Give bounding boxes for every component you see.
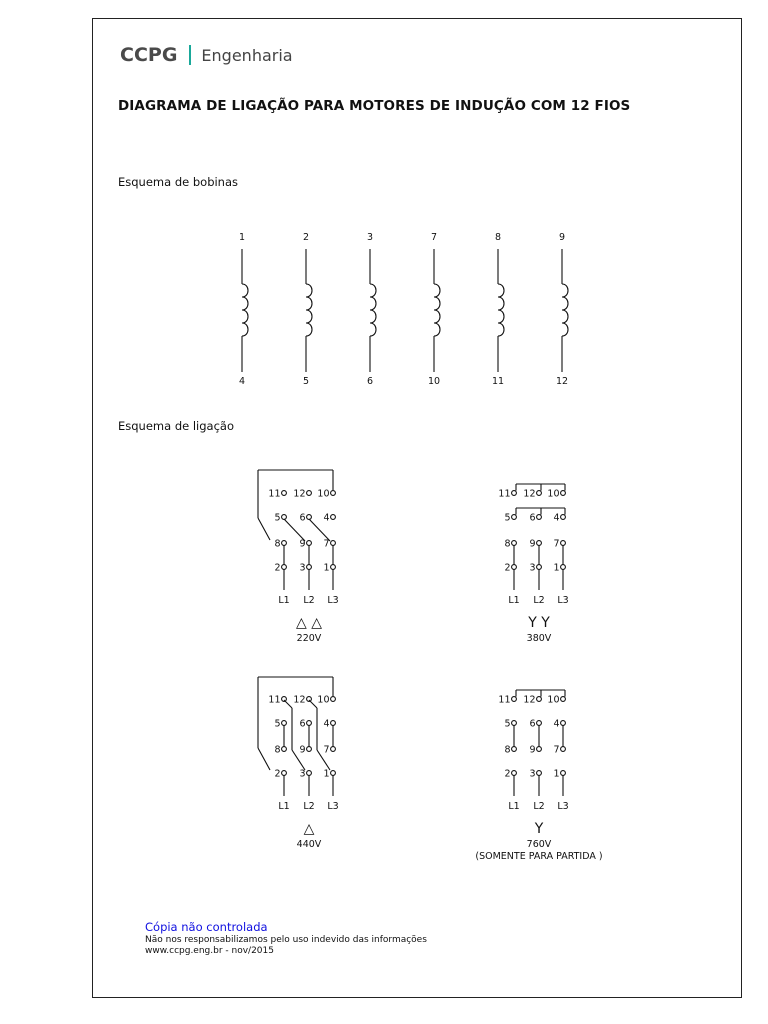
coil-terminal-label: 4 — [238, 376, 246, 387]
coil-winding — [370, 284, 376, 336]
terminal-label: 1 — [553, 562, 560, 574]
coil-winding — [434, 284, 440, 336]
coil-schematic — [242, 249, 568, 372]
terminal-post — [307, 541, 312, 546]
website-date: www.ccpg.eng.br - nov/2015 — [145, 946, 274, 956]
terminal-post — [307, 771, 312, 776]
terminal-post — [561, 565, 566, 570]
wire — [309, 700, 317, 708]
terminal-post — [537, 747, 542, 752]
terminal-label: 4 — [553, 512, 560, 524]
document-title: DIAGRAMA DE LIGAÇÃO PARA MOTORES DE INDUÇÃO COM 12 FIOS — [118, 98, 631, 114]
coil-winding — [242, 284, 248, 336]
terminal-post — [331, 491, 336, 496]
terminal-label: 6 — [529, 718, 536, 730]
line-label: L1 — [508, 801, 520, 812]
coil-terminal-label: 2 — [302, 232, 310, 243]
wire — [284, 700, 292, 708]
connection-symbol: △ — [303, 821, 315, 837]
terminal-post — [331, 515, 336, 520]
connection-voltage: 760V — [526, 839, 552, 850]
terminal-post — [307, 515, 312, 520]
terminal-label: 2 — [274, 768, 281, 780]
terminal-post — [512, 721, 517, 726]
coil-terminal-label: 3 — [366, 232, 374, 243]
coil-terminal-label: 9 — [558, 232, 566, 243]
terminal-label: 5 — [504, 512, 511, 524]
terminal-label: 8 — [504, 538, 511, 550]
coil-terminal-label: 8 — [494, 232, 502, 243]
coil-terminal-label: 7 — [430, 232, 438, 243]
line-label: L2 — [303, 595, 315, 606]
terminal-post — [561, 515, 566, 520]
terminal-label: 5 — [504, 718, 511, 730]
connection-symbol: △ △ — [296, 615, 322, 631]
terminal-post — [512, 491, 517, 496]
terminal-post — [561, 697, 566, 702]
terminal-post — [561, 491, 566, 496]
wire — [258, 748, 270, 770]
terminal-post — [512, 771, 517, 776]
terminal-label: 8 — [274, 538, 281, 550]
terminal-post — [512, 541, 517, 546]
line-label: L2 — [533, 595, 545, 606]
terminal-post — [331, 721, 336, 726]
terminal-post — [537, 491, 542, 496]
terminal-label: 10 — [317, 694, 330, 706]
line-label: L2 — [303, 801, 315, 812]
terminal-post — [282, 721, 287, 726]
terminal-label: 7 — [323, 744, 330, 756]
terminal-label: 4 — [323, 512, 330, 524]
connection-symbol: Y — [534, 821, 544, 837]
terminal-post — [307, 491, 312, 496]
logo-text: CCPG — [120, 44, 178, 66]
coil-terminal-label: 5 — [302, 376, 310, 387]
line-label: L3 — [557, 801, 569, 812]
terminal-post — [307, 565, 312, 570]
terminal-post — [282, 515, 287, 520]
terminal-post — [331, 541, 336, 546]
terminal-post — [282, 771, 287, 776]
terminal-label: 3 — [529, 768, 536, 780]
line-label: L3 — [557, 595, 569, 606]
connection-voltage: 380V — [526, 633, 552, 644]
terminal-post — [282, 565, 287, 570]
footer — [145, 920, 427, 956]
section-connection-heading: Esquema de ligação — [118, 419, 234, 433]
coil-terminal-label: 12 — [555, 376, 569, 387]
terminal-post — [282, 491, 287, 496]
terminal-post — [331, 565, 336, 570]
terminal-label: 9 — [529, 538, 536, 550]
connection-note: (SOMENTE PARA PARTIDA ) — [475, 851, 603, 862]
terminal-label: 3 — [529, 562, 536, 574]
uncontrolled-copy-notice: Cópia não controlada — [145, 920, 268, 934]
terminal-post — [537, 541, 542, 546]
coil-terminal-label: 10 — [427, 376, 441, 387]
terminal-label: 3 — [299, 768, 306, 780]
terminal-label: 11 — [498, 488, 511, 500]
coil-terminal-label: 11 — [491, 376, 505, 387]
coil-terminal-label: 1 — [238, 232, 246, 243]
coil-winding — [306, 284, 312, 336]
coil-winding — [498, 284, 504, 336]
terminal-post — [537, 721, 542, 726]
terminal-label: 9 — [529, 744, 536, 756]
terminal-label: 1 — [323, 562, 330, 574]
terminal-label: 4 — [323, 718, 330, 730]
terminal-label: 7 — [553, 538, 560, 550]
terminal-label: 2 — [504, 768, 511, 780]
terminal-label: 5 — [274, 512, 281, 524]
terminal-label: 1 — [323, 768, 330, 780]
terminal-label: 12 — [293, 694, 306, 706]
line-label: L2 — [533, 801, 545, 812]
connection-symbol: Y Y — [528, 615, 550, 631]
line-label: L3 — [327, 595, 339, 606]
terminal-label: 11 — [268, 694, 281, 706]
line-label: L1 — [278, 801, 290, 812]
terminal-label: 8 — [274, 744, 281, 756]
terminal-post — [331, 747, 336, 752]
terminal-post — [561, 771, 566, 776]
terminal-post — [512, 515, 517, 520]
connection-voltage: 440V — [296, 839, 322, 850]
terminal-label: 12 — [293, 488, 306, 500]
terminal-post — [537, 771, 542, 776]
terminal-post — [307, 721, 312, 726]
terminal-label: 10 — [547, 694, 560, 706]
terminal-label: 11 — [498, 694, 511, 706]
terminal-label: 10 — [547, 488, 560, 500]
terminal-post — [331, 697, 336, 702]
terminal-label: 7 — [323, 538, 330, 550]
terminal-label: 5 — [274, 718, 281, 730]
terminal-post — [331, 771, 336, 776]
terminal-label: 12 — [523, 694, 536, 706]
line-label: L1 — [278, 595, 290, 606]
connection-voltage: 220V — [296, 633, 322, 644]
terminal-label: 9 — [299, 744, 306, 756]
terminal-label: 7 — [553, 744, 560, 756]
section-coils-heading: Esquema de bobinas — [118, 175, 239, 189]
terminal-post — [537, 515, 542, 520]
terminal-label: 10 — [317, 488, 330, 500]
terminal-post — [537, 697, 542, 702]
terminal-post — [282, 747, 287, 752]
terminal-post — [512, 697, 517, 702]
terminal-label: 3 — [299, 562, 306, 574]
coil-terminal-label: 6 — [366, 376, 374, 387]
terminal-label: 12 — [523, 488, 536, 500]
terminal-post — [561, 541, 566, 546]
line-label: L1 — [508, 595, 520, 606]
line-label: L3 — [327, 801, 339, 812]
wire — [258, 518, 270, 540]
terminal-post — [561, 747, 566, 752]
terminal-label: 11 — [268, 488, 281, 500]
terminal-label: 6 — [299, 718, 306, 730]
terminal-post — [512, 747, 517, 752]
terminal-post — [561, 721, 566, 726]
terminal-label: 6 — [299, 512, 306, 524]
terminal-post — [512, 565, 517, 570]
terminal-label: 2 — [274, 562, 281, 574]
terminal-label: 9 — [299, 538, 306, 550]
terminal-label: 6 — [529, 512, 536, 524]
terminal-post — [307, 747, 312, 752]
diagram-labels — [239, 232, 603, 862]
terminal-post — [282, 541, 287, 546]
terminal-label: 8 — [504, 744, 511, 756]
coil-winding — [562, 284, 568, 336]
terminal-label: 1 — [553, 768, 560, 780]
logo-subtitle: Engenharia — [201, 45, 293, 65]
terminal-post — [537, 565, 542, 570]
disclaimer-text: Não nos responsabilizamos pelo uso indevido das informações — [145, 935, 427, 945]
terminal-label: 2 — [504, 562, 511, 574]
terminal-label: 4 — [553, 718, 560, 730]
